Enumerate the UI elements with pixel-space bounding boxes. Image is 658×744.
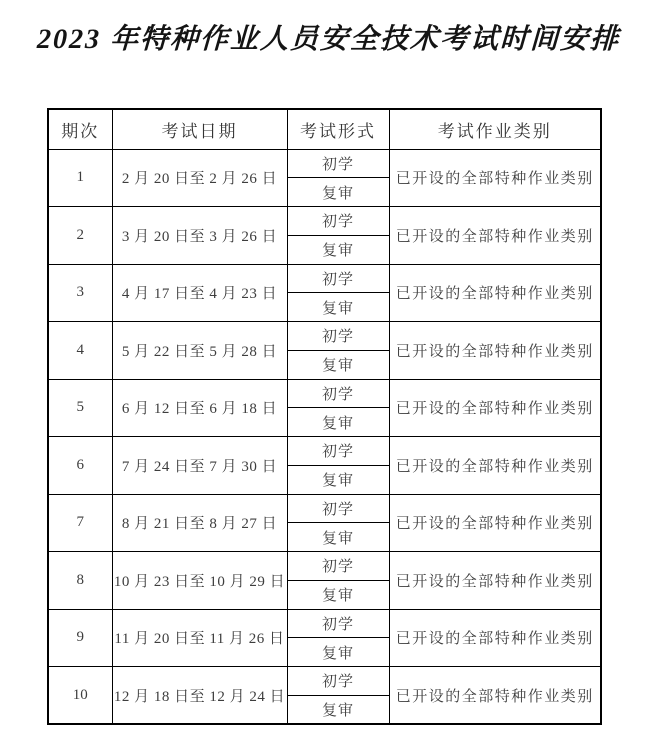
date-cell: 4 月 17 日至 4 月 23 日: [112, 264, 287, 322]
table-row: [48, 437, 601, 466]
table-row: [48, 494, 601, 523]
form-cell-review: 复审: [287, 465, 389, 494]
category-cell: 已开设的全部特种作业类别: [389, 207, 601, 265]
table-row: [48, 379, 601, 408]
form-cell-review: 复审: [287, 638, 389, 667]
date-cell: 5 月 22 日至 5 月 28 日: [112, 322, 287, 380]
period-cell: 2: [48, 207, 112, 265]
date-cell: 12 月 18 日至 12 月 24 日: [112, 667, 287, 725]
form-cell-beginner: 初学: [287, 494, 389, 523]
date-cell: 2 月 20 日至 2 月 26 日: [112, 149, 287, 207]
table-row: [48, 264, 601, 293]
table-row: [48, 149, 601, 178]
form-cell-review: 复审: [287, 523, 389, 552]
form-cell-beginner: 初学: [287, 552, 389, 581]
header-category: 考试作业类别: [389, 109, 601, 149]
period-cell: 3: [48, 264, 112, 322]
period-cell: 4: [48, 322, 112, 380]
period-cell: 6: [48, 437, 112, 495]
page-title: 2023 年特种作业人员安全技术考试时间安排: [36, 24, 621, 55]
table-row: [48, 609, 601, 638]
form-cell-beginner: 初学: [287, 379, 389, 408]
header-row: [48, 109, 601, 149]
table-row: [48, 322, 601, 351]
category-cell: 已开设的全部特种作业类别: [389, 494, 601, 552]
form-cell-review: 复审: [287, 293, 389, 322]
form-cell-review: 复审: [287, 178, 389, 207]
form-cell-beginner: 初学: [287, 149, 389, 178]
form-cell-beginner: 初学: [287, 437, 389, 466]
category-cell: 已开设的全部特种作业类别: [389, 609, 601, 667]
period-cell: 9: [48, 609, 112, 667]
date-cell: 11 月 20 日至 11 月 26 日: [112, 609, 287, 667]
form-cell-review: 复审: [287, 408, 389, 437]
period-cell: 1: [48, 149, 112, 207]
form-cell-beginner: 初学: [287, 609, 389, 638]
exam-schedule-table: [47, 108, 602, 725]
table-header: [48, 109, 601, 149]
header-date: 考试日期: [112, 109, 287, 149]
form-cell-beginner: 初学: [287, 667, 389, 696]
header-period: 期次: [48, 109, 112, 149]
date-cell: 8 月 21 日至 8 月 27 日: [112, 494, 287, 552]
form-cell-review: 复审: [287, 235, 389, 264]
category-cell: 已开设的全部特种作业类别: [389, 149, 601, 207]
form-cell-review: 复审: [287, 695, 389, 724]
date-cell: 10 月 23 日至 10 月 29 日: [112, 552, 287, 610]
header-form: 考试形式: [287, 109, 389, 149]
period-cell: 5: [48, 379, 112, 437]
period-cell: 8: [48, 552, 112, 610]
category-cell: 已开设的全部特种作业类别: [389, 379, 601, 437]
category-cell: 已开设的全部特种作业类别: [389, 552, 601, 610]
table-row: [48, 552, 601, 581]
category-cell: 已开设的全部特种作业类别: [389, 437, 601, 495]
period-cell: 7: [48, 494, 112, 552]
date-cell: 3 月 20 日至 3 月 26 日: [112, 207, 287, 265]
period-cell: 10: [48, 667, 112, 725]
category-cell: 已开设的全部特种作业类别: [389, 264, 601, 322]
form-cell-review: 复审: [287, 350, 389, 379]
table-row: [48, 207, 601, 236]
table-row: [48, 667, 601, 696]
date-cell: 7 月 24 日至 7 月 30 日: [112, 437, 287, 495]
table-body: [48, 149, 601, 724]
form-cell-beginner: 初学: [287, 264, 389, 293]
category-cell: 已开设的全部特种作业类别: [389, 667, 601, 725]
form-cell-beginner: 初学: [287, 322, 389, 351]
date-cell: 6 月 12 日至 6 月 18 日: [112, 379, 287, 437]
form-cell-beginner: 初学: [287, 207, 389, 236]
category-cell: 已开设的全部特种作业类别: [389, 322, 601, 380]
form-cell-review: 复审: [287, 580, 389, 609]
